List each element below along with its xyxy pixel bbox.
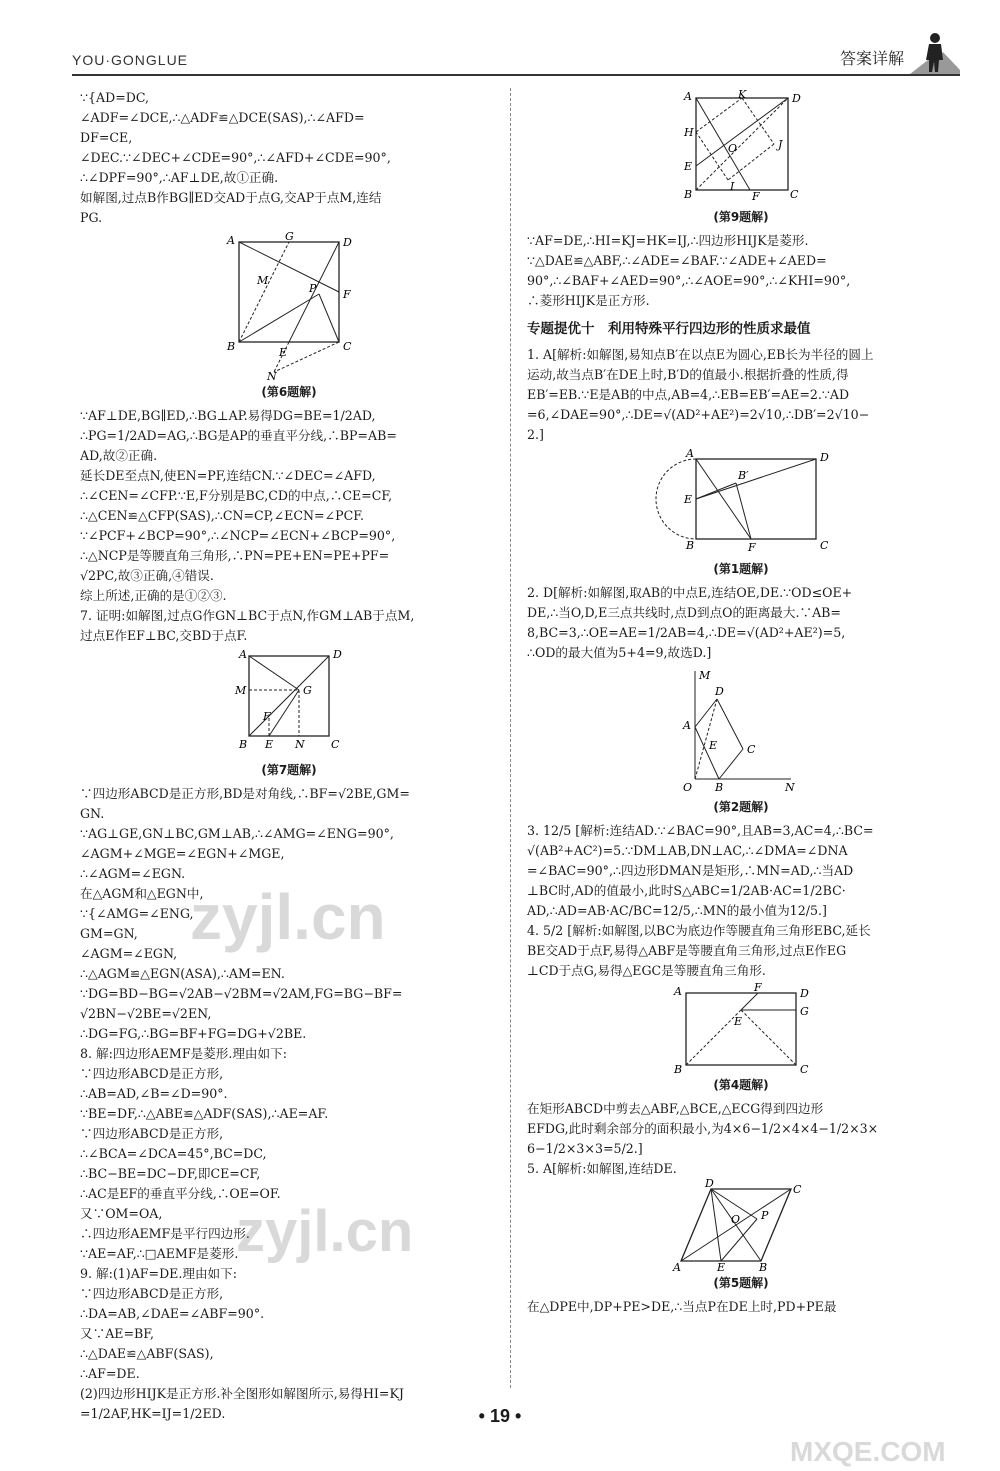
svg-text:B: B <box>715 781 724 794</box>
figure-6-caption: (第6题解) <box>261 385 317 399</box>
text-line: 90°,∴∠BAF+∠AED=90°,∴∠AOE=90°,∴∠KHI=90°, <box>527 273 851 288</box>
topic-heading: 专题提优十 利用特殊平行四边形的性质求最值 <box>527 321 811 337</box>
figure-2-caption: (第2题解) <box>713 800 769 814</box>
header-rule <box>72 74 960 76</box>
svg-text:E: E <box>279 346 288 359</box>
text-line: ∠ADF=∠DCE,∴△ADF≌△DCE(SAS),∴∠AFD= <box>80 110 365 125</box>
text-line: ∴BC−BE=DC−DF,即CE=CF, <box>80 1166 261 1181</box>
svg-text:D: D <box>333 648 342 661</box>
text-line: EFDG,此时剩余部分的面积最小,为4×6−1/2×4×4−1/2×3× <box>527 1121 879 1136</box>
text-line: √2BN−√2BE=√2EN, <box>80 1006 212 1021</box>
svg-text:D: D <box>800 987 809 1000</box>
text-line: √(AB²+AC²)=5.∵DM⊥AB,DN⊥AC,∴∠DMA=∠DNA <box>527 843 848 858</box>
text-line: ∴∠DPF=90°,∴AF⊥DE,故①正确. <box>80 170 279 185</box>
text-line: GM=GN, <box>80 926 138 941</box>
svg-text:A: A <box>674 985 682 998</box>
text-line: GN. <box>80 806 105 821</box>
header-series-name: YOU·GONGLUE <box>72 52 189 68</box>
text-line: ⊥BC时,AD的值最小,此时S△ABC=1/2AB·AC=1/2BC· <box>527 883 846 898</box>
svg-text:C: C <box>747 743 756 756</box>
text-line: EB′=EB.∵E是AB的中点,AB=4,∴EB=EB′=AE=2.∵AD <box>527 387 850 402</box>
svg-text:F: F <box>343 288 351 301</box>
text-line: AD,∴AD=AB·AC/BC=12/5,∴MN的最小值为12/5.] <box>527 903 827 918</box>
text-line: 在△DPE中,DP+PE>DE,∴当点P在DE上时,PD+PE最 <box>527 1299 837 1314</box>
text-line: ∴AF=DE. <box>80 1366 140 1381</box>
figure-9-diagram <box>676 88 806 207</box>
right-lines-e <box>527 1099 955 1179</box>
text-line: 如解图,过点B作BG∥ED交AD于点G,交AP于点M,连结 <box>80 190 382 205</box>
text-line: ∵AE=AF,∴□AEMF是菱形. <box>80 1246 239 1261</box>
svg-text:M: M <box>235 684 247 697</box>
text-line: ∠AGM=∠EGN, <box>80 946 178 961</box>
left-lines-a <box>80 88 498 228</box>
text-line: ∴AB=AD,∠B=∠D=90°. <box>80 1086 228 1101</box>
text-line: ∵四边形ABCD是正方形,BD是对角线,∴BF=√2BE,GM= <box>80 786 410 801</box>
svg-text:I: I <box>730 180 735 193</box>
text-line: 8,BC=3,∴OE=AE=1/2AB=4,∴DE=√(AD²+AE²)=5, <box>527 625 846 640</box>
right-lines-b <box>527 345 955 445</box>
svg-text:N: N <box>785 781 795 794</box>
text-line: 8. 解:四边形AEMF是菱形.理由如下: <box>80 1046 287 1061</box>
svg-text:N: N <box>267 370 277 383</box>
text-line: DE,∴当O,D,E三点共线时,点D到点O的距离最大.∵AB= <box>527 605 841 620</box>
text-line: ∵{AD=DC, <box>80 90 150 105</box>
text-line: 7. 证明:如解图,过点G作GN⊥BC于点N,作GM⊥AB于点M, <box>80 608 415 623</box>
text-line: ∵{∠AMG=∠ENG, <box>80 906 194 921</box>
text-line: 2. D[解析:如解图,取AB的中点E,连结OE,DE.∵OD≤OE+ <box>527 585 853 600</box>
svg-text:C: C <box>800 1063 809 1076</box>
watermark-text: zyjl.cn <box>236 1199 414 1264</box>
text-line: 综上所述,正确的是①②③. <box>80 588 227 603</box>
text-line: =∠BAC=90°,∴四边形DMAN是矩形,∴MN=AD,∴当AD <box>527 863 854 878</box>
svg-text:O: O <box>683 781 693 794</box>
text-line: =6,∠DAE=90°,∴DE=√(AD²+AE²)=2√10,∴DB′=2√10− <box>527 407 870 422</box>
svg-text:D: D <box>343 236 352 249</box>
text-line: 5. A[解析:如解图,连结DE. <box>527 1161 677 1176</box>
text-line: 又∵AE=BF, <box>80 1326 155 1341</box>
figure-7-caption: (第7题解) <box>261 763 317 777</box>
text-line: ∵∠PCF+∠BCP=90°,∴∠NCP=∠ECN+∠BCP=90°, <box>80 528 396 543</box>
svg-text:B: B <box>674 1063 683 1076</box>
svg-text:D: D <box>792 92 801 105</box>
text-line: ∵四边形ABCD是正方形, <box>80 1286 224 1301</box>
right-lines-d <box>527 821 955 981</box>
svg-text:B′: B′ <box>738 469 749 482</box>
column-divider <box>510 88 511 1388</box>
text-line: ∵AF⊥DE,BG∥ED,∴BG⊥AP.易得DG=BE=1/2AD, <box>80 408 376 423</box>
svg-text:A: A <box>239 648 247 661</box>
text-line: 过点E作EF⊥BC,交BD于点F. <box>80 628 248 643</box>
svg-text:G: G <box>285 230 294 243</box>
figure-1-caption: (第1题解) <box>713 562 769 576</box>
svg-text:C: C <box>790 188 799 201</box>
svg-text:E: E <box>734 1015 743 1028</box>
svg-text:E: E <box>717 1261 726 1274</box>
svg-text:A: A <box>683 719 691 732</box>
text-line: ∵BE=DF,∴△ABE≌△ADF(SAS),∴AE=AF. <box>80 1106 329 1121</box>
svg-text:B: B <box>759 1261 768 1274</box>
text-line: ∵四边形ABCD是正方形, <box>80 1126 224 1141</box>
svg-text:E: E <box>709 739 718 752</box>
text-line: 4. 5/2 [解析:如解图,以BC为底边作等腰直角三角形EBC,延长 <box>527 923 871 938</box>
svg-text:P: P <box>309 282 317 295</box>
text-line: 延长DE至点N,使EN=PF,连结CN.∵∠DEC=∠AFD, <box>80 468 376 483</box>
text-line: 1. A[解析:如解图,易知点B′在以点E为圆心,EB长为半径的圆上 <box>527 347 874 362</box>
text-line: ∠AGM+∠MGE=∠EGN+∠MGE, <box>80 846 285 861</box>
text-line: ∴四边形AEMF是平行四边形. <box>80 1226 250 1241</box>
text-line: 6−1/2×3×3=5/2.] <box>527 1141 643 1156</box>
text-line: ∴∠AGM=∠EGN. <box>80 866 186 881</box>
text-line: ∵AG⊥GE,GN⊥BC,GM⊥AB,∴∠AMG=∠ENG=90°, <box>80 826 394 841</box>
svg-text:N: N <box>295 738 305 751</box>
text-line: ∴∠BCA=∠DCA=45°,BC=DC, <box>80 1146 267 1161</box>
svg-text:B: B <box>684 188 693 201</box>
text-line: ∴△NCP是等腰直角三角形,∴PN=PE+EN=PE+PF= <box>80 548 390 563</box>
svg-text:G: G <box>800 1005 809 1018</box>
svg-text:E: E <box>684 160 693 173</box>
right-column <box>527 88 955 1317</box>
svg-text:E: E <box>684 493 693 506</box>
figure-5-caption: (第5题解) <box>713 1276 769 1290</box>
svg-text:M: M <box>699 669 711 682</box>
right-lines-f <box>527 1297 955 1317</box>
svg-text:E: E <box>265 738 274 751</box>
svg-text:D: D <box>715 685 724 698</box>
svg-text:F: F <box>748 541 756 554</box>
text-line: 9. 解:(1)AF=DE.理由如下: <box>80 1266 237 1281</box>
text-line: ∴DG=FG,∴BG=BF+FG=DG+√2BE. <box>80 1026 307 1041</box>
svg-text:A: A <box>686 447 694 460</box>
text-line: ∴PG=1/2AD=AG,∴BG是AP的垂直平分线,∴BP=AB= <box>80 428 397 443</box>
figure-9-caption: (第9题解) <box>713 210 769 224</box>
climber-logo-icon <box>910 30 960 76</box>
text-line: ∠DEC.∵∠DEC+∠CDE=90°,∴∠AFD+∠CDE=90°, <box>80 150 391 165</box>
text-line: 在△AGM和△EGN中, <box>80 886 204 901</box>
text-line: ∵四边形ABCD是正方形, <box>80 1066 224 1081</box>
svg-text:D: D <box>705 1177 714 1190</box>
text-line: 运动,故当点B′在DE上时,B′D的值最小.根据折叠的性质,得 <box>527 367 849 382</box>
text-line: ∵DG=BD−BG=√2AB−√2BM=√2AM,FG=BG−BF= <box>80 986 403 1001</box>
svg-text:D: D <box>820 451 829 464</box>
header-section-title: 答案详解 <box>839 49 904 68</box>
svg-text:P: P <box>761 1209 769 1222</box>
svg-text:C: C <box>331 738 340 751</box>
right-lines-c <box>527 583 955 663</box>
page-number: • 19 • <box>478 1406 522 1426</box>
text-line: PG. <box>80 210 103 225</box>
svg-text:F: F <box>754 981 762 994</box>
svg-text:C: C <box>820 539 829 552</box>
text-line: 在矩形ABCD中剪去△ABF,△BCE,△ECG得到四边形 <box>527 1101 824 1116</box>
svg-text:C: C <box>793 1183 802 1196</box>
figure-1-diagram <box>656 447 829 559</box>
text-line: 又∵OM=OA, <box>80 1206 163 1221</box>
svg-text:A: A <box>673 1261 681 1274</box>
text-line: ∴△DAE≌△ABF(SAS), <box>80 1346 214 1361</box>
svg-text:O: O <box>731 1213 741 1226</box>
text-line: ∵AF=DE,∴HI=KJ=HK=IJ,∴四边形HIJK是菱形. <box>527 233 809 248</box>
text-line: ∴OD的最大值为5+4=9,故选D.] <box>527 645 712 660</box>
svg-text:G: G <box>303 684 312 697</box>
figure-4-diagram <box>666 981 816 1076</box>
figure-5-diagram <box>671 1177 811 1274</box>
text-line: 2.] <box>527 427 544 442</box>
text-line: ∴∠CEN=∠CFP.∵E,F分别是BC,CD的中点,∴CE=CF, <box>80 488 393 503</box>
watermark-text: MXQE.COM <box>790 1436 946 1467</box>
text-line: 3. 12/5 [解析:连结AD.∵∠BAC=90°,且AB=3,AC=4,∴BC= <box>527 823 874 838</box>
text-line: (2)四边形HIJK是正方形.补全图形如解图所示,易得HI=KJ <box>80 1386 404 1401</box>
text-line: ∴△AGM≌△EGN(ASA),∴AM=EN. <box>80 966 285 981</box>
svg-text:B: B <box>227 340 236 353</box>
svg-text:A: A <box>227 234 235 247</box>
text-line: DF=CE, <box>80 130 133 145</box>
right-lines-a <box>527 231 955 311</box>
text-line: BE交AD于点F,易得△ABF是等腰直角三角形,过点E作EG <box>527 943 847 958</box>
text-line: ⊥CD于点G,易得△EGC是等腰直角三角形. <box>527 963 766 978</box>
text-line: ∴AC是EF的垂直平分线,∴OE=OF. <box>80 1186 281 1201</box>
text-line: ∴DA=AB,∠DAE=∠ABF=90°. <box>80 1306 265 1321</box>
svg-text:O: O <box>728 142 738 155</box>
figure-6-diagram <box>219 232 359 382</box>
svg-text:C: C <box>343 340 352 353</box>
svg-text:J: J <box>778 138 783 151</box>
text-line: AD,故②正确. <box>80 448 158 463</box>
watermark-text: zyjl.cn <box>190 881 386 953</box>
svg-text:H: H <box>684 126 694 139</box>
svg-text:K: K <box>738 88 747 101</box>
figure-7-diagram <box>229 650 349 760</box>
figure-4-caption: (第4题解) <box>713 1078 769 1092</box>
text-line: ∵△DAE≌△ABF,∴∠ADE=∠BAF.∵∠ADE+∠AED= <box>527 253 827 268</box>
text-line: =1/2AF,HK=IJ=1/2ED. <box>80 1406 226 1421</box>
svg-text:M: M <box>257 274 269 287</box>
svg-text:F: F <box>752 190 760 203</box>
svg-text:F: F <box>263 710 271 723</box>
svg-text:B: B <box>686 539 695 552</box>
svg-text:A: A <box>684 90 692 103</box>
left-lines-b <box>80 406 498 646</box>
figure-2-diagram <box>681 667 801 797</box>
svg-text:B: B <box>239 738 248 751</box>
text-line: √2PC,故③正确,④错误. <box>80 568 214 583</box>
text-line: ∴△CEN≌△CFP(SAS),∴CN=CP,∠ECN=∠PCF. <box>80 508 364 523</box>
text-line: ∴菱形HIJK是正方形. <box>527 293 650 308</box>
